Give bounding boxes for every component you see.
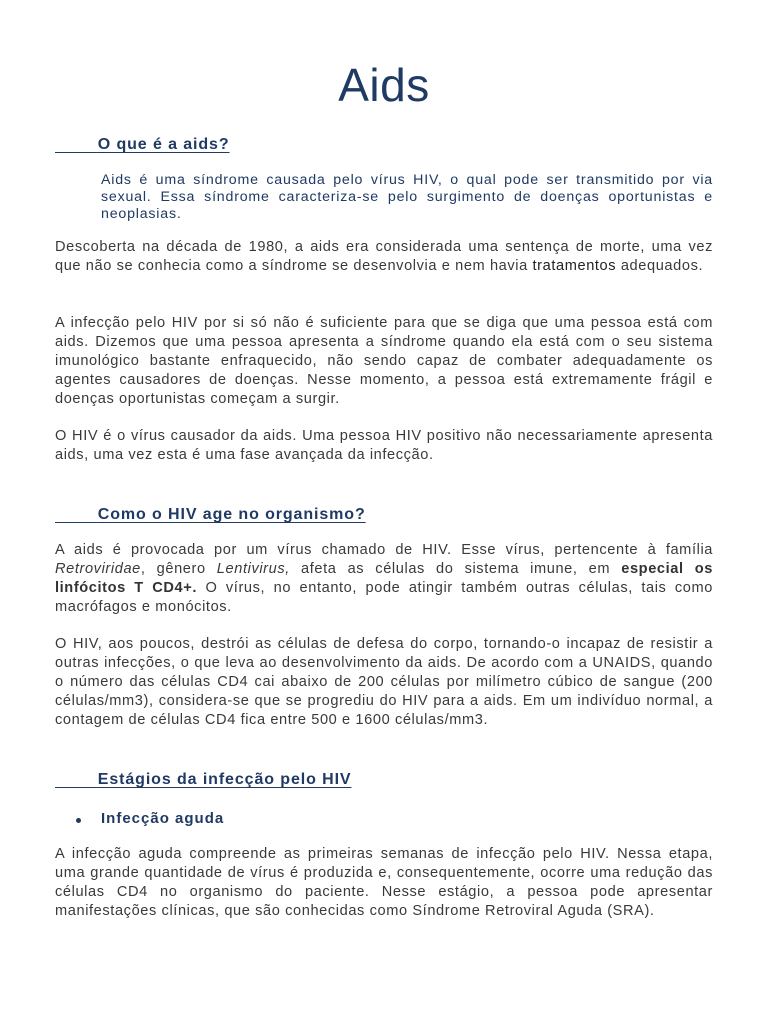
treatments-link[interactable]: tratamentos [532,258,617,274]
paragraph-infection: A infecção pelo HIV por si só não é suficiente para que se diga que uma pessoa está com aids. Dizemos que uma pessoa apresenta a síndrome quando ela está com o seu sistema imunológico bastante enfraquecido, não sendo capaz de combater adequadamente os agentes causadores de doenças. Nesse momento, a pessoa está extremamente frágil e doenças oportunistas começam a surgir. [55,315,713,407]
paragraph-hiv-cause: O HIV é o vírus causador da aids. Uma pessoa HIV positivo não necessariamente apresenta aids, uma vez esta é uma fase avançada da infecção. [55,428,713,463]
section-heading-stages [55,771,351,789]
emphasis-cd4: especial os linfócitos T CD4+. [55,561,713,596]
paragraph-text: Descoberta na década de 1980, a aids era considerada uma sentença de morte, uma vez que não se conhecia como a síndrome se desenvolvia e nem havia [55,239,713,274]
paragraph-text: afeta as células do sistema imune, em [289,561,622,577]
bullet-label: Infecção aguda [101,810,225,827]
section-heading-how-hiv-acts [55,506,366,524]
genus-name: Lentivirus, [216,561,290,577]
paragraph-discovery [55,238,713,276]
definition-quote: Aids é uma síndrome causada pelo vírus HIV, o qual pode ser transmitido por via sexual. Essa síndrome caracteriza-se pelo surgimento de doenças oportunistas e neoplasias. [101,172,713,222]
paragraph-text: adequados. [616,258,704,274]
document-title: Aids [338,59,430,111]
paragraph-acute-infection: A infecção aguda compreende as primeiras semanas de infecção pelo HIV. Nessa etapa, uma grande quantidade de vírus é produzida e, consequentemente, ocorre uma redução das células CD4 no organismo do paciente. Nesse estágio, a pessoa pode apresentar manifestações clínicas, que são conhecidas como Síndrome Retroviral Aguda (SRA). [55,846,713,919]
section-heading-text: O que é a aids? [97,136,230,153]
paragraph-virus-family [55,541,713,617]
section-heading-text: Como o HIV age no organismo? [97,506,366,523]
paragraph-cd4-count: O HIV, aos poucos, destrói as células de defesa do corpo, tornando-o incapaz de resistir a outras infecções, o que leva ao desenvolvimento da aids. De acordo com a UNAIDS, quando o número das células CD4 cai abaixo de 200 células por milímetro cúbico de sangue (200 células/mm3), considera-se que se progrediu do HIV para a aids. Em um indivíduo normal, a contagem de células CD4 fica entre 500 e 1600 células/mm3. [55,636,713,728]
section-heading-text: Estágios da infecção pelo HIV [97,771,352,788]
paragraph-text: , gênero [140,561,217,577]
paragraph-text: O vírus, no entanto, pode atingir também outras células, tais como macrófagos e monócitos. [55,580,713,615]
family-name: Retroviridae [55,561,141,577]
section-heading-what-is-aids [55,136,230,154]
paragraph-text: A aids é provocada por um vírus chamado de HIV. Esse vírus, pertencente à família [55,542,713,558]
bullet-dot-icon [76,818,81,823]
